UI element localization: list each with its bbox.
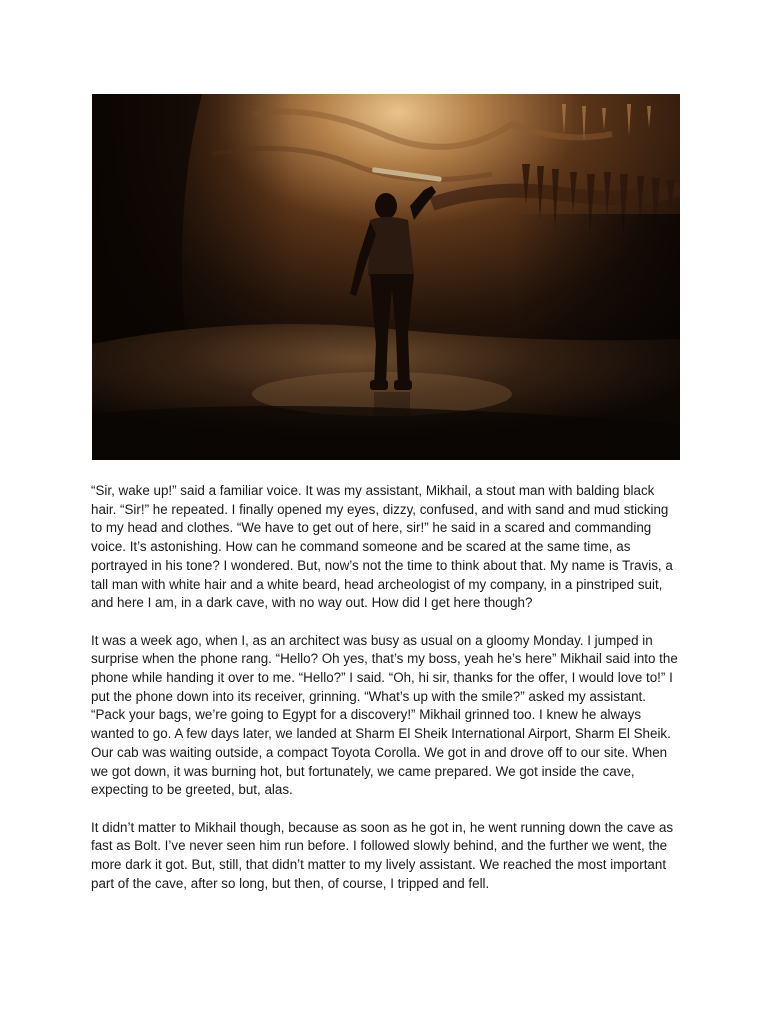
paragraph-2: It was a week ago, when I, as an architect was busy as usual on a gloomy Monday. I jumped in surprise when the phone rang. “Hello? Oh yes, that’s my boss, yeah he’s here” Mikhail said into the phone while handing it over to me. “Hello?” I said. “Oh, hi sir, thanks for the offer, I would love to!” I put the phone down into its receiver, grinning. “What’s up with the smile?” asked my assistant. “Pack your bags, we’re going to Egypt for a discovery!” Mikhail grinned too. I knew he always wanted to go. A few days later, we landed at Sharm El Sheik International Airport, Sharm El Sheik. Our cab was waiting outside, a compact Toyota Corolla. We got in and drove off to our site. When we got down, it was burning hot, but fortunately, we came prepared. We got inside the cave, expecting to be greeted, but, alas. [91, 632, 678, 798]
paragraph-3: It didn’t matter to Mikhail though, because as soon as he got in, he went running down the cave as fast as Bolt. I’ve never seen him run before. I followed slowly behind, and the further we went, the more dark it got. But, still, that didn’t matter to my lively assistant. We reached the most important part of the cave, after so long, but then, of course, I tripped and fell. [91, 819, 674, 891]
cave-explorer-photo [92, 94, 680, 460]
paragraph-1: “Sir, wake up!” said a familiar voice. It was my assistant, Mikhail, a stout man with balding black hair. “Sir!” he repeated. I finally opened my eyes, dizzy, confused, and with sand and mud sticking to my head and clothes. “We have to get out of here, sir!” he said in a scared and commanding voice. It’s astonishing. How can he command someone and be scared at the same time, as portrayed in his tone? I wondered. But, now’s not the time to think about that. My name is Travis, a tall man with white hair and a white beard, head archeologist of my company, in a pinstriped suit, and here I am, in a dark cave, with no way out. How did I get here though? [91, 483, 673, 611]
story-text [91, 482, 683, 912]
cave-photo-graphic [92, 94, 680, 460]
